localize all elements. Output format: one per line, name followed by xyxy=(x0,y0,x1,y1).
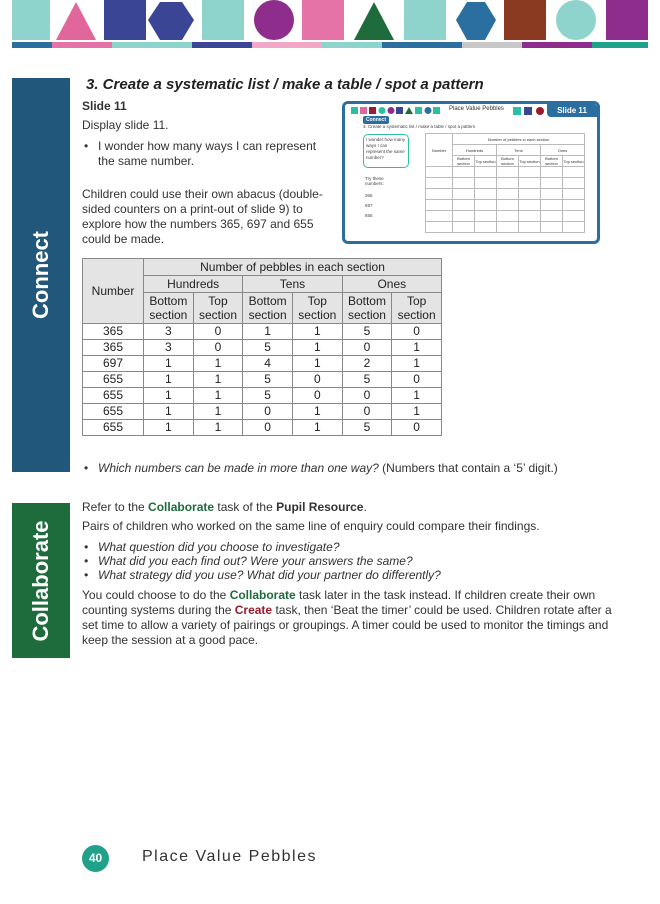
table-row xyxy=(83,420,442,436)
cell: 1 xyxy=(193,388,243,404)
collab-para-3 xyxy=(82,588,612,648)
cell: 0 xyxy=(243,420,293,436)
sub-header: Bottom section xyxy=(243,293,293,324)
cell: 5 xyxy=(342,324,392,340)
cell: 1 xyxy=(392,388,442,404)
sub-header: Top section xyxy=(292,293,342,324)
sub-header: Top section xyxy=(392,293,442,324)
group-hundreds: Hundreds xyxy=(144,276,243,293)
square-teal-icon xyxy=(202,0,244,40)
page-number: 40 xyxy=(82,845,109,872)
display-instruction: Display slide 11. xyxy=(82,118,169,132)
grid-hundreds: Hundreds xyxy=(453,145,497,156)
grid-ones: Ones xyxy=(541,145,585,156)
grid-sub: Bottom section xyxy=(541,156,563,167)
cell: 1 xyxy=(392,340,442,356)
cell: 3 xyxy=(144,324,194,340)
cell: 0 xyxy=(342,404,392,420)
circle-teal-icon xyxy=(556,0,596,40)
cell: 1 xyxy=(144,404,194,420)
square-brown-icon xyxy=(504,0,546,40)
cell: 0 xyxy=(392,324,442,340)
cell: 5 xyxy=(243,372,293,388)
cell: 1 xyxy=(292,420,342,436)
square-teal-icon xyxy=(404,0,446,40)
para-line: You could choose to do the Collaborate task later in the task instead. If children create their own xyxy=(82,588,596,602)
grid-sub: Top section xyxy=(563,156,585,167)
wonder-bullet xyxy=(98,139,316,169)
slide-num-365: 365 xyxy=(365,193,373,198)
footer-title: Place Value Pebbles xyxy=(142,848,317,865)
connect-tab-label: Connect xyxy=(28,231,53,319)
cell: 1 xyxy=(392,404,442,420)
connect-section-tab xyxy=(12,78,70,472)
cell: 1 xyxy=(144,388,194,404)
grid-sub: Bottom section xyxy=(497,156,519,167)
cell: 1 xyxy=(292,404,342,420)
square-pink-icon xyxy=(302,0,344,40)
collab-question-2: • What did you each find out? Were your answers the same? xyxy=(98,554,413,569)
cell: 5 xyxy=(243,388,293,404)
cell: 0 xyxy=(193,324,243,340)
sub-header: Bottom section xyxy=(342,293,392,324)
slide-thought-bubble: I wonder how many ways I can represent the same number? xyxy=(363,134,409,168)
grid-sub: Top section xyxy=(519,156,541,167)
slide-try-text: Try these numbers: xyxy=(365,176,384,186)
grid-number-header: Number xyxy=(426,134,453,167)
table-row xyxy=(83,388,442,404)
cell: 5 xyxy=(243,340,293,356)
slide-connect-tag: Connect xyxy=(363,116,389,124)
cell: 1 xyxy=(292,324,342,340)
slide-num-697: 697 xyxy=(365,203,373,208)
group-tens: Tens xyxy=(243,276,342,293)
wonder-bullet-line2: the same number. xyxy=(98,154,195,168)
square-teal-icon xyxy=(12,0,50,40)
sub-header: Bottom section xyxy=(144,293,194,324)
cell: 1 xyxy=(243,324,293,340)
table-row xyxy=(83,356,442,372)
cell: 1 xyxy=(193,356,243,372)
slide-num-655: 655 xyxy=(365,213,373,218)
cell: 1 xyxy=(292,340,342,356)
cell: 365 xyxy=(83,340,144,356)
cell: 0 xyxy=(342,340,392,356)
cell: 0 xyxy=(292,388,342,404)
number-column-header: Number xyxy=(83,259,144,324)
square-purple-icon xyxy=(606,0,648,40)
cell: 1 xyxy=(193,372,243,388)
para-line: Children could use their own abacus (double- xyxy=(82,187,323,201)
table-row xyxy=(83,404,442,420)
which-numbers-question: Which numbers can be made in more than one way? xyxy=(98,461,379,475)
slide-nav-icons xyxy=(351,106,441,116)
slide-11-thumbnail xyxy=(342,101,600,244)
cell: 0 xyxy=(243,404,293,420)
collaborate-tab-label: Collaborate xyxy=(28,519,53,642)
cell: 1 xyxy=(392,356,442,372)
circle-purple-icon xyxy=(254,0,294,40)
wonder-bullet-line1: • I wonder how many ways I can represent xyxy=(98,139,317,153)
table-title: Number of pebbles in each section xyxy=(144,259,442,276)
para-line: sided counters on a print-out of slide 9) to xyxy=(82,202,303,216)
slide-pebble-grid xyxy=(425,133,585,233)
table-row xyxy=(83,372,442,388)
cell: 365 xyxy=(83,324,144,340)
slide-subtitle: 3. Create a systematic list / make a table / spot a pattern xyxy=(363,124,476,129)
abacus-paragraph xyxy=(82,187,323,247)
table-row xyxy=(83,340,442,356)
cell: 1 xyxy=(144,420,194,436)
cell: 697 xyxy=(83,356,144,372)
cell: 3 xyxy=(144,340,194,356)
cell: 655 xyxy=(83,388,144,404)
para-line: set time to allow a variety of pairings or groupings. A timer could be used to monitor the timings and xyxy=(82,618,609,632)
cell: 0 xyxy=(392,372,442,388)
para-line: explore how the numbers 365, 697 and 655 xyxy=(82,217,314,231)
grid-sub: Top section xyxy=(475,156,497,167)
collaborate-section-tab xyxy=(12,503,70,658)
section-heading: 3. Create a systematic list / make a table / spot a pattern xyxy=(86,76,484,93)
cell: 1 xyxy=(292,356,342,372)
cell: 1 xyxy=(144,372,194,388)
pebble-table xyxy=(82,258,442,436)
collab-question-3: • What strategy did you use? What did your partner do differently? xyxy=(98,568,441,583)
decorative-shapes-banner xyxy=(12,0,648,48)
cell: 1 xyxy=(193,420,243,436)
cell: 0 xyxy=(292,372,342,388)
cell: 1 xyxy=(193,404,243,420)
grid-title: Number of pebbles in each section xyxy=(453,134,585,145)
para-line: could be made. xyxy=(82,232,165,246)
cell: 0 xyxy=(392,420,442,436)
slide-title: Place Value Pebbles xyxy=(449,106,504,112)
sub-header: Top section xyxy=(193,293,243,324)
cell: 0 xyxy=(193,340,243,356)
square-navy-icon xyxy=(104,0,146,40)
slide-action-icons xyxy=(513,106,547,116)
which-numbers-answer: (Numbers that contain a ‘5’ digit.) xyxy=(378,461,558,475)
grid-tens: Tens xyxy=(497,145,541,156)
para-line: counting systems during the Create task, then ‘Beat the timer’ could be used. Children rotate after a xyxy=(82,603,612,617)
cell: 655 xyxy=(83,404,144,420)
collab-para-1: Refer to the Collaborate task of the Pupil Resource. xyxy=(82,500,367,514)
cell: 4 xyxy=(243,356,293,372)
collab-para-2: Pairs of children who worked on the same line of enquiry could compare their findings. xyxy=(82,519,540,533)
table-row xyxy=(83,324,442,340)
cell: 655 xyxy=(83,420,144,436)
collab-question-1: • What question did you choose to investigate? xyxy=(98,540,340,555)
grid-sub: Bottom section xyxy=(453,156,475,167)
para-line: keep the session at a good pace. xyxy=(82,633,259,647)
cell: 5 xyxy=(342,420,392,436)
slide-label: Slide 11 xyxy=(82,99,127,113)
group-ones: Ones xyxy=(342,276,441,293)
which-numbers-bullet xyxy=(98,461,558,476)
cell: 0 xyxy=(342,388,392,404)
cell: 655 xyxy=(83,372,144,388)
cell: 1 xyxy=(144,356,194,372)
slide-badge: Slide 11 xyxy=(547,104,597,117)
cell: 2 xyxy=(342,356,392,372)
cell: 5 xyxy=(342,372,392,388)
